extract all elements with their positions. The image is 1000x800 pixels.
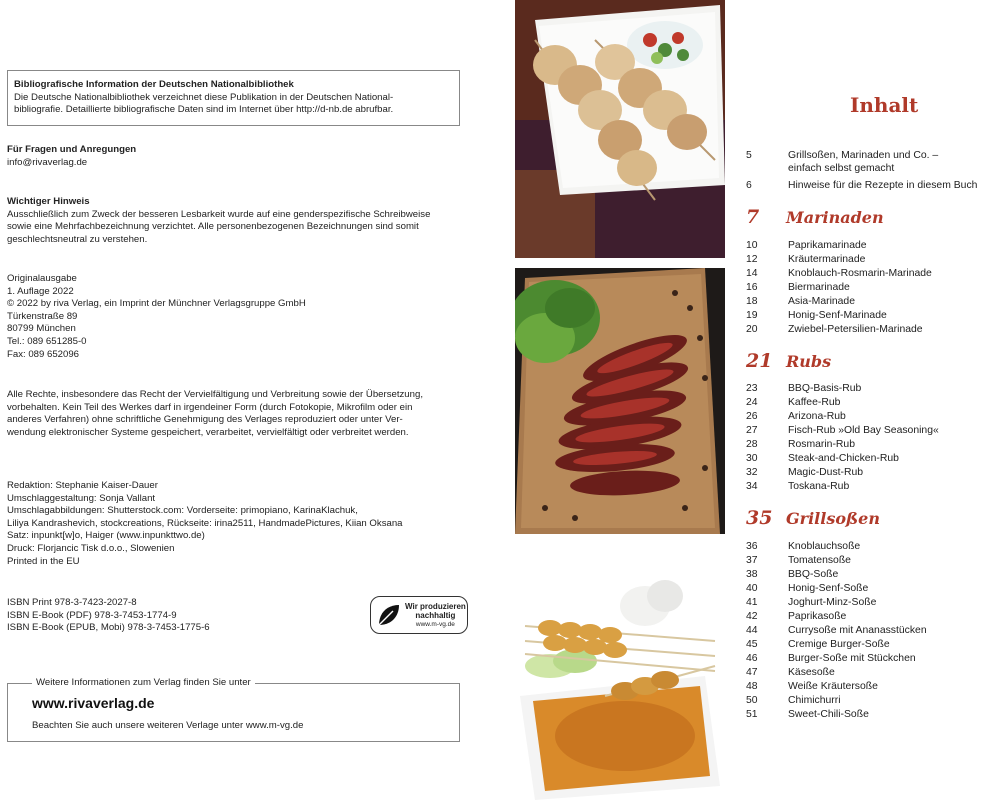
toc-entry[interactable] [746, 439, 1000, 453]
toc-page-number: 37 [746, 555, 758, 566]
isbn-line: ISBN E-Book (EPUB, Mobi) 978-3-7453-1775-6 [7, 622, 210, 634]
toc-page-number: 20 [746, 324, 758, 335]
seal-line1: Wir produzieren [405, 601, 466, 611]
toc-page-number: 23 [746, 383, 758, 394]
toc-entry[interactable] [746, 481, 1000, 495]
section-name: Marinaden [786, 208, 884, 227]
isbn-line: ISBN Print 978-3-7423-2027-8 [7, 597, 137, 608]
toc-entry-label: BBQ-Soße [788, 569, 839, 580]
biblio-info-box [7, 70, 460, 126]
credits-line: Satz: inpunkt[w]o, Haiger (www.inpunkttwo.de) [7, 530, 205, 542]
toc-page-number: 10 [746, 240, 758, 251]
toc-entry[interactable] [746, 180, 1000, 194]
toc-entry[interactable] [746, 411, 1000, 425]
toc-entry-label: Weiße Kräutersoße [788, 681, 878, 692]
toc-page-number: 26 [746, 411, 758, 422]
biblio-line: bibliografie. Detaillierte bibliografische Daten sind im Internet über http://d-nb.de abrufbar. [14, 104, 394, 116]
toc-entry[interactable] [746, 150, 1000, 164]
toc-entry-label: Magic-Dust-Rub [788, 467, 864, 478]
toc-page-number: 48 [746, 681, 758, 692]
questions-title: Für Fragen und Anregungen [7, 144, 137, 155]
notice-title: Wichtiger Hinweis [7, 196, 90, 207]
skewers-with-salad-photo [515, 0, 725, 258]
toc-entry-label: Kräutermarinade [788, 254, 866, 265]
toc-page-number: 45 [746, 639, 758, 650]
toc-entry[interactable] [746, 583, 1000, 597]
toc-entry-label: Rosmarin-Rub [788, 439, 855, 450]
sliced-steak-on-board-photo [515, 268, 725, 534]
toc-page-number: 14 [746, 268, 758, 279]
info-legend: Weitere Informationen zum Verlag finden Sie unter [32, 677, 255, 690]
edition-line: 80799 München [7, 323, 76, 335]
edition-line: © 2022 by riva Verlag, ein Imprint der Münchner Verlagsgruppe GmbH [7, 298, 306, 310]
rights-line: wendung elektronischer Systeme gespeichert, verarbeitet, vervielfältigt oder verbreitet werden. [7, 426, 409, 438]
toc-entry-continuation [746, 163, 1000, 177]
questions-email[interactable]: info@rivaverlag.de [7, 156, 88, 168]
toc-entry[interactable] [746, 296, 1000, 310]
toc-entry[interactable] [746, 695, 1000, 709]
rights-line: vorbehalten. Kein Teil des Werkes darf in irgendeiner Form (durch Fotokopie, Mikrofilm oder ein [7, 401, 413, 413]
toc-entry-label: Knoblauch-Rosmarin-Marinade [788, 268, 932, 279]
satay-with-peanut-sauce-photo [515, 546, 725, 800]
toc-page-number: 16 [746, 282, 758, 293]
notice-line: geschlechtsneutral zu verstehen. [7, 233, 148, 245]
toc-entry[interactable] [746, 625, 1000, 639]
credits-line: Redaktion: Stephanie Kaiser-Dauer [7, 480, 158, 491]
toc-entry-label: Zwiebel-Petersilien-Marinade [788, 324, 923, 335]
toc-entry-label: Hinweise für die Rezepte in diesem Buch [788, 180, 978, 191]
toc-entry[interactable] [746, 597, 1000, 611]
toc-entry[interactable] [746, 397, 1000, 411]
notice-line: Ausschließlich zum Zweck der besseren Lesbarkeit wurde auf eine genderspezifische Schreibweise [7, 208, 431, 220]
toc-entry-label: Cremige Burger-Soße [788, 639, 890, 650]
toc-entry[interactable] [746, 383, 1000, 397]
edition-line: Fax: 089 652096 [7, 348, 80, 360]
toc-page-number: 18 [746, 296, 758, 307]
toc-title: Inhalt [850, 93, 919, 117]
toc-entry-label: Steak-and-Chicken-Rub [788, 453, 899, 464]
section-page-number: 35 [746, 507, 773, 529]
toc-entry-label: Arizona-Rub [788, 411, 846, 422]
toc-page-number: 38 [746, 569, 758, 580]
toc-page-number: 34 [746, 481, 758, 492]
edition-block [7, 273, 462, 361]
toc-entry-label: Chimichurri [788, 695, 841, 706]
toc-entry-label: Biermarinade [788, 282, 850, 293]
section-page-number: 21 [746, 350, 773, 372]
toc-page-number: 27 [746, 425, 758, 436]
toc-entry-label: Grillsoßen, Marinaden und Co. – [788, 150, 939, 161]
toc-entry[interactable] [746, 653, 1000, 667]
toc-entry-label: Paprikasoße [788, 611, 847, 622]
toc-page-number: 28 [746, 439, 758, 450]
toc-page-number: 12 [746, 254, 758, 265]
toc-entry[interactable] [746, 324, 1000, 338]
questions-block [7, 144, 462, 169]
toc-entry[interactable] [746, 569, 1000, 583]
toc-entry[interactable] [746, 541, 1000, 555]
notice-line: sowie eine Mehrfachbezeichnung verzichtet. Alle personenbezogenen Bezeichnungen sind somit [7, 221, 419, 233]
rights-line: Alle Rechte, insbesondere das Recht der Vervielfältigung und Verbreitung sowie der Übersetzung, [7, 389, 423, 400]
toc-entry-label: Asia-Marinade [788, 296, 855, 307]
toc-page-number: 51 [746, 709, 758, 720]
toc-entry[interactable] [746, 709, 1000, 723]
toc-page-number: 47 [746, 667, 758, 678]
toc-page-number: 41 [746, 597, 758, 608]
toc-entry-label: Käsesoße [788, 667, 835, 678]
credits-line: Liliya Kandrashevich, stockcreations, Rückseite: irina2511, HandmadePictures, Kiian Oksana [7, 517, 403, 529]
toc-entry-label: Honig-Senf-Soße [788, 583, 869, 594]
credits-line: Umschlaggestaltung: Sonja Vallant [7, 492, 156, 504]
toc-entry-label: Currysoße mit Ananasstücken [788, 625, 927, 636]
seal-url[interactable]: www.m-vg.de [415, 620, 455, 628]
leaf-icon [375, 601, 403, 629]
edition-line: 1. Auflage 2022 [7, 285, 74, 297]
publisher-info-box [7, 677, 460, 742]
credits-line: Druck: Florjancic Tisk d.o.o., Slowenien [7, 542, 175, 554]
toc-page-number: 46 [746, 653, 758, 664]
toc-entry-label: Paprikamarinade [788, 240, 867, 251]
toc-entry-label: Burger-Soße mit Stückchen [788, 653, 916, 664]
toc-entry[interactable] [746, 639, 1000, 653]
toc-entry[interactable] [746, 425, 1000, 439]
toc-entry-label-continued: einfach selbst gemacht [788, 163, 895, 174]
toc-page-number: 30 [746, 453, 758, 464]
credits-block [7, 480, 462, 568]
toc-entry[interactable] [746, 681, 1000, 695]
toc-page-number: 6 [746, 180, 752, 191]
toc-page-number: 32 [746, 467, 758, 478]
toc-entry[interactable] [746, 240, 1000, 254]
toc-entry[interactable] [746, 282, 1000, 296]
toc-page-number: 5 [746, 150, 752, 161]
toc-entry-label: Knoblauchsoße [788, 541, 861, 552]
notice-block [7, 196, 462, 246]
toc-entry[interactable] [746, 268, 1000, 282]
toc-entry-label: Kaffee-Rub [788, 397, 841, 408]
toc-entry[interactable] [746, 310, 1000, 324]
section-name: Rubs [786, 352, 832, 371]
edition-line: Tel.: 089 651285-0 [7, 335, 87, 347]
sustainability-seal [370, 596, 468, 634]
edition-line: Originalausgabe [7, 273, 77, 284]
credits-line: Printed in the EU [7, 555, 80, 567]
toc-entry[interactable] [746, 667, 1000, 681]
biblio-title: Bibliografische Information der Deutschen Nationalbibliothek [14, 79, 294, 90]
toc-entry-label: Sweet-Chili-Soße [788, 709, 869, 720]
publisher-url-link[interactable]: www.rivaverlag.de [32, 695, 155, 711]
seal-line2: nachhaltig [415, 610, 456, 620]
toc-page-number: 40 [746, 583, 758, 594]
toc-entry-label: Honig-Senf-Marinade [788, 310, 887, 321]
section-name: Grillsoßen [786, 509, 880, 528]
credits-line: Umschlagabbildungen: Shutterstock.com: Vorderseite: primopiano, KarinaKlachuk, [7, 505, 358, 517]
toc-entry-label: Joghurt-Minz-Soße [788, 597, 877, 608]
isbn-line: ISBN E-Book (PDF) 978-3-7453-1774-9 [7, 609, 177, 621]
toc-entry[interactable] [746, 254, 1000, 268]
toc-page-number: 42 [746, 611, 758, 622]
toc-page-number: 24 [746, 397, 758, 408]
edition-line: Türkenstraße 89 [7, 310, 78, 322]
toc-entry[interactable] [746, 467, 1000, 481]
toc-entry[interactable] [746, 453, 1000, 467]
toc-entry-label: BBQ-Basis-Rub [788, 383, 862, 394]
toc-entry[interactable] [746, 555, 1000, 569]
toc-entry-label: Fisch-Rub »Old Bay Seasoning« [788, 425, 939, 436]
toc-page-number: 44 [746, 625, 758, 636]
toc-entry-label: Tomatensoße [788, 555, 851, 566]
toc-entry-label: Toskana-Rub [788, 481, 850, 492]
info-note: Beachten Sie auch unsere weiteren Verlage unter www.m-vg.de [32, 720, 304, 731]
toc-page-number: 36 [746, 541, 758, 552]
rights-block [7, 389, 462, 439]
biblio-line: Die Deutsche Nationalbibliothek verzeichnet diese Publikation in der Deutschen National- [14, 91, 394, 103]
section-page-number: 7 [746, 206, 760, 228]
toc-page-number: 19 [746, 310, 758, 321]
toc-page-number: 50 [746, 695, 758, 706]
toc-entry[interactable] [746, 611, 1000, 625]
rights-line: anderes Verfahren) ohne schriftliche Genehmigung des Verlages reproduziert oder unter Ver- [7, 414, 403, 426]
